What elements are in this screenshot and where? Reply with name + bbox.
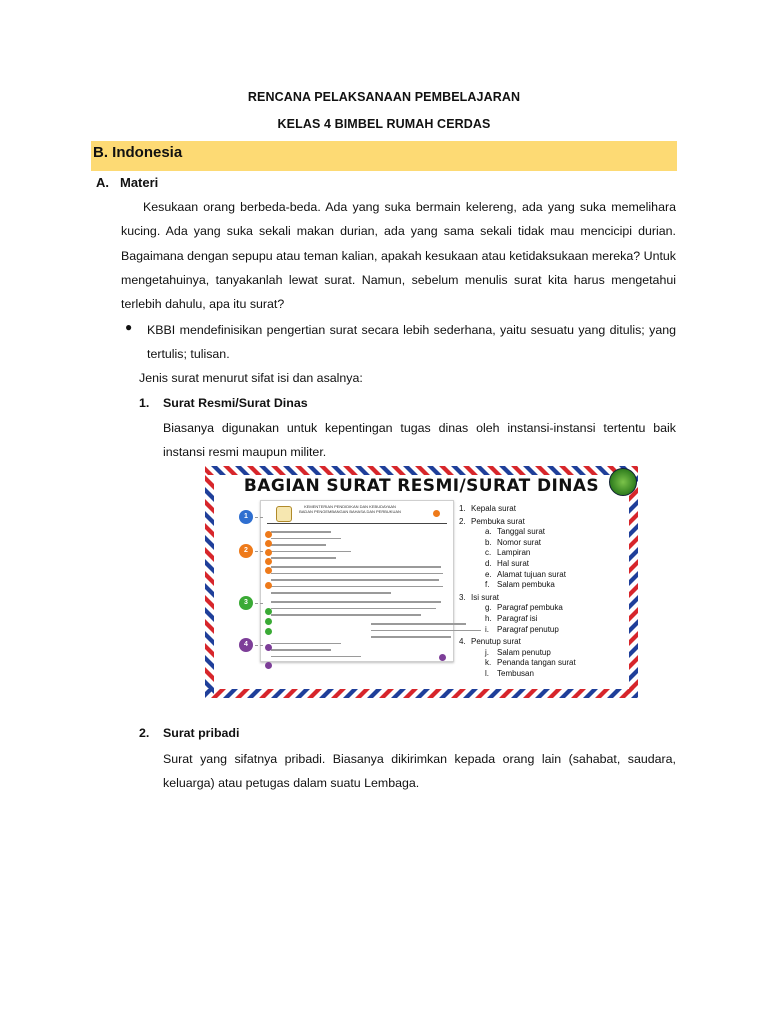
section-title: B. Indonesia	[93, 144, 183, 161]
sample-letter	[260, 500, 454, 662]
legend-item	[457, 603, 627, 614]
bubble-connector	[255, 603, 263, 604]
part-marker-dot	[265, 558, 272, 565]
letter-text-line	[271, 531, 331, 533]
legend-item	[457, 504, 627, 515]
part-marker-dot	[265, 628, 272, 635]
letter-header-rule	[267, 523, 447, 524]
legend-key: c.	[485, 548, 492, 558]
jenis-surat-text: Jenis surat menurut sifat isi dan asalnya:	[139, 371, 363, 385]
legend-label: Penanda tangan surat	[497, 658, 576, 668]
bubble-connector	[255, 551, 263, 552]
letter-text-line	[271, 557, 336, 559]
bullet-text: KBBI mendefinisikan pengertian surat secara lebih sederhana, yaitu sesuatu yang ditulis; yang tertulis; tulisan.	[147, 323, 676, 362]
bullet-dot: ●	[125, 320, 133, 334]
item-2-title: Surat pribadi	[163, 726, 240, 740]
legend-key: h.	[485, 613, 492, 623]
part-marker-dot	[265, 540, 272, 547]
bubble-connector	[255, 645, 263, 646]
legend-item	[457, 517, 627, 528]
legend-item	[457, 669, 627, 680]
legend-key: k.	[485, 658, 492, 668]
part-number-bubble: 2	[239, 544, 253, 558]
legend-label: Paragraf isi	[497, 613, 538, 623]
legend-label: Isi surat	[471, 592, 500, 602]
legend-item	[457, 548, 627, 559]
legend-item	[457, 614, 627, 625]
item-1-title: Surat Resmi/Surat Dinas	[163, 396, 308, 410]
legend-item	[457, 593, 627, 604]
letter-text-line	[271, 643, 341, 645]
section-header-bar	[91, 141, 677, 171]
legend-label: Alamat tujuan surat	[497, 569, 566, 579]
legend-key: g.	[485, 603, 492, 613]
letter-header-line: BADAN PENGEMBANGAN BAHASA DAN PERBUKUAN	[299, 509, 401, 514]
item-2-number: 2.	[139, 726, 150, 740]
legend-item	[457, 538, 627, 549]
part-marker-dot	[265, 644, 272, 651]
bubble-connector	[255, 517, 263, 518]
letter-text-line	[271, 656, 361, 658]
legend-key: e.	[485, 569, 492, 579]
part-marker-dot	[433, 510, 440, 517]
legend-label: Paragraf penutup	[497, 624, 559, 634]
doc-title-line-2: KELAS 4 BIMBEL RUMAH CERDAS	[277, 117, 491, 131]
letter-parts-legend	[457, 504, 627, 680]
legend-label: Tanggal surat	[497, 527, 546, 537]
part-marker-dot	[265, 567, 272, 574]
letter-text-line	[271, 592, 391, 594]
part-marker-dot	[265, 662, 272, 669]
doc-title-line-1: RENCANA PELAKSANAAN PEMBELAJARAN	[247, 90, 521, 104]
subsection-heading-a	[96, 175, 158, 190]
letter-header-line: KEMENTERIAN PENDIDIKAN DAN KEBUDAYAAN	[304, 504, 396, 509]
legend-label: Salam pembuka	[497, 580, 555, 590]
legend-label: Penutup surat	[471, 637, 521, 647]
letter-text-line	[271, 566, 441, 568]
part-number-bubble: 1	[239, 510, 253, 524]
item-2-heading	[139, 726, 239, 740]
letter-header-text	[255, 504, 445, 514]
item-1-number: 1.	[139, 396, 150, 410]
legend-key: b.	[485, 537, 492, 547]
letter-text-line	[371, 623, 466, 625]
intro-paragraph: Kesukaan orang berbeda-beda. Ada yang suka bermain kelereng, ada yang suka memelihara kucing. Ada yang suka sekali makan durian, ada yang sama sekali tidak mau mencicipi durian. Bagaimana dengan sepupu atau teman kalian, apakah kesukaan atau ketidaksukaan mereka? Untuk mengetahuinya, tanyakanlah lewat surat. Namun, sebelum menulis surat kita harus mengetahui terlebih dahulu, apa itu surat?	[121, 200, 676, 312]
item-1-description: Biasanya digunakan untuk kepentingan tugas dinas oleh instansi-instansi tertentu baik instansi resmi maupun militer.	[163, 421, 676, 460]
legend-label: Paragraf pembuka	[497, 603, 563, 613]
part-marker-dot	[265, 549, 272, 556]
subsection-label: A.	[96, 175, 109, 190]
part-marker-dot	[265, 618, 272, 625]
subsection-title: Materi	[120, 175, 159, 190]
letter-text-line	[371, 636, 451, 638]
legend-item	[457, 648, 627, 659]
letter-text-line	[271, 538, 341, 540]
figure-title: BAGIAN SURAT RESMI/SURAT DINAS	[243, 476, 600, 496]
letter-text-line	[271, 614, 421, 616]
part-marker-dot	[265, 531, 272, 538]
letter-text-line	[271, 573, 443, 575]
letter-parts-illustration	[205, 466, 638, 698]
item-2-description: Surat yang sifatnya pribadi. Biasanya dikirimkan kepada orang lain (sahabat, saudara, keluarga) atau petugas dalam suatu Lembaga.	[163, 752, 676, 791]
legend-item	[457, 570, 627, 581]
legend-key: a.	[485, 527, 492, 537]
legend-key: i.	[485, 624, 489, 634]
letter-text-line	[271, 551, 351, 553]
legend-label: Hal surat	[497, 558, 530, 568]
part-marker-dot	[265, 608, 272, 615]
legend-item	[457, 637, 627, 648]
legend-label: Salam penutup	[497, 647, 551, 657]
legend-key: 3.	[459, 592, 466, 602]
legend-key: j.	[485, 647, 489, 657]
legend-item	[457, 625, 627, 636]
legend-key: 4.	[459, 637, 466, 647]
item-1-heading	[139, 396, 308, 410]
legend-label: Pembuka surat	[471, 516, 525, 526]
legend-item	[457, 580, 627, 591]
legend-label: Tembusan	[497, 668, 534, 678]
part-marker-dot	[265, 582, 272, 589]
legend-label: Lampiran	[497, 548, 531, 558]
legend-key: 2.	[459, 516, 466, 526]
letter-text-line	[271, 544, 326, 546]
part-number-bubble: 3	[239, 596, 253, 610]
legend-key: d.	[485, 558, 492, 568]
letter-text-line	[271, 579, 439, 581]
letter-text-line	[271, 649, 331, 651]
letter-text-line	[271, 608, 436, 610]
letter-text-line	[271, 601, 441, 603]
legend-key: f.	[485, 580, 490, 590]
legend-item	[457, 658, 627, 669]
letter-text-line	[271, 586, 443, 588]
legend-key: l.	[485, 668, 489, 678]
legend-key: 1.	[459, 504, 466, 513]
part-number-bubble: 4	[239, 638, 253, 652]
part-marker-dot	[439, 654, 446, 661]
legend-item	[457, 527, 627, 538]
legend-label: Nomor surat	[497, 537, 542, 547]
legend-item	[457, 559, 627, 570]
legend-label: Kepala surat	[471, 504, 516, 513]
